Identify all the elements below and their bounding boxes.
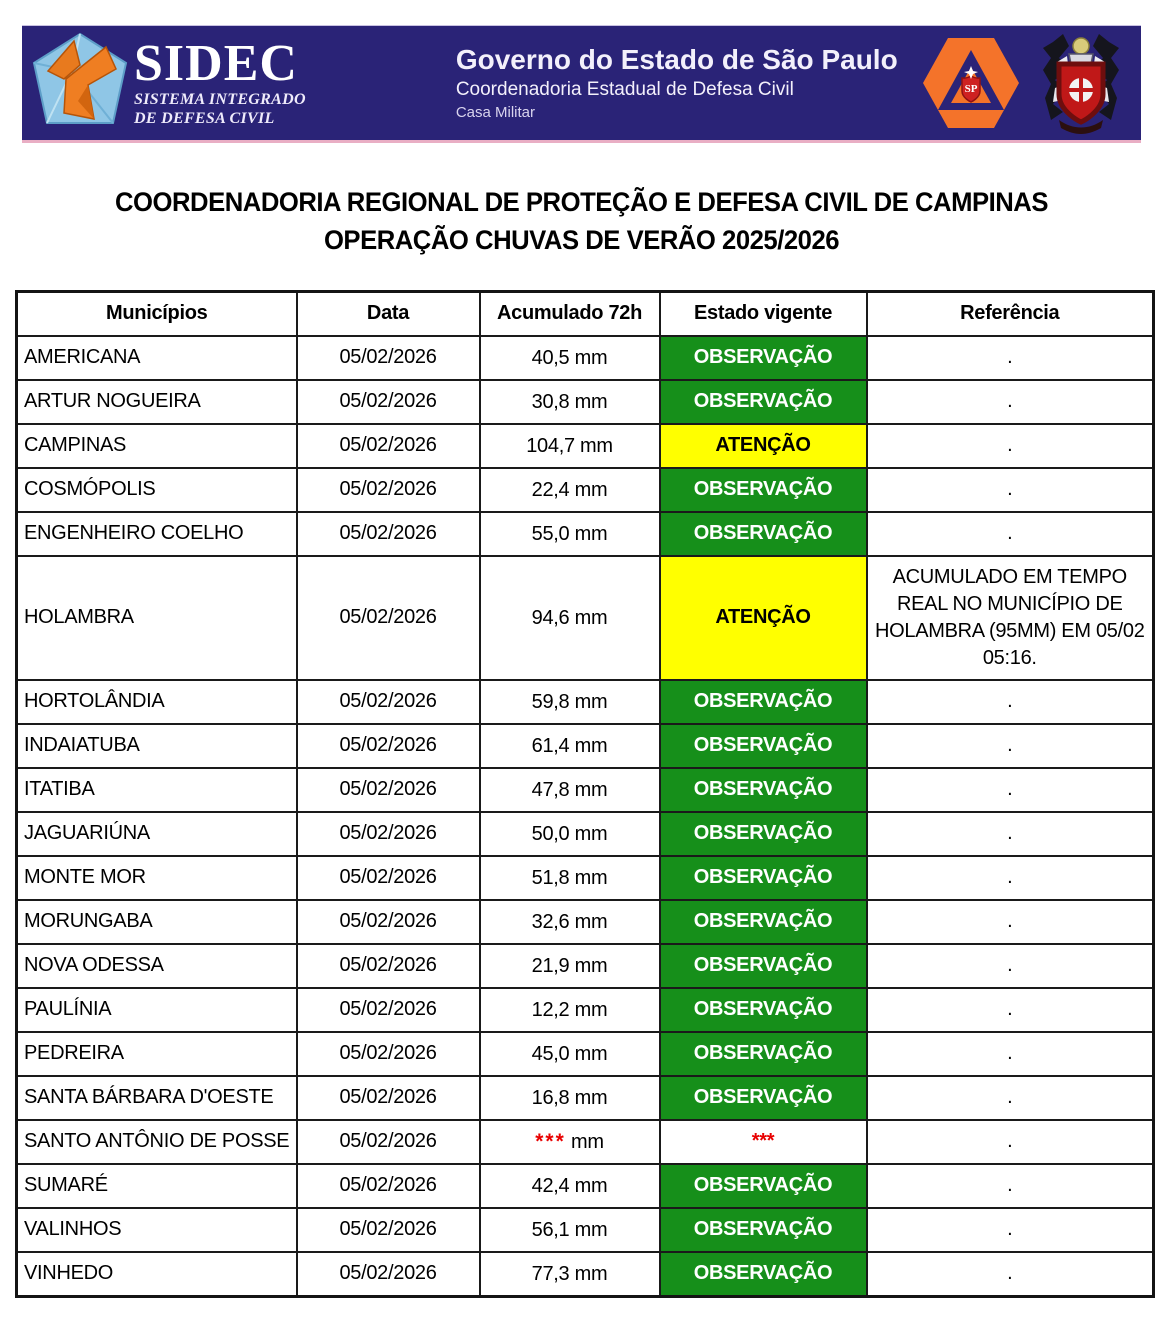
referencia-cell: . [867, 944, 1154, 988]
municipio-cell: SUMARÉ [17, 1164, 297, 1208]
acumulado-cell [480, 988, 660, 1032]
referencia-cell: ACUMULADO EM TEMPO REAL NO MUNICÍPIO DE HOLAMBRA (95MM) EM 05/02 05:16. [867, 556, 1154, 680]
table-header-row [17, 292, 1154, 336]
header-banner [22, 25, 1141, 143]
acumulado-value: mm [565, 1130, 604, 1153]
data-cell: 05/02/2026 [297, 988, 480, 1032]
table-row [17, 1076, 1154, 1120]
table-header [17, 292, 1154, 336]
data-cell: 05/02/2026 [297, 1120, 480, 1164]
header-data: Data [297, 292, 480, 336]
table-row [17, 856, 1154, 900]
sidec-subtitle-1: SISTEMA INTEGRADO [134, 91, 306, 108]
acumulado-value: 42,4 mm [531, 1174, 608, 1197]
estado-vigente-cell: OBSERVAÇÃO [660, 1208, 867, 1252]
government-text-block [456, 43, 898, 123]
referencia-cell: . [867, 380, 1154, 424]
estado-vigente-cell: OBSERVAÇÃO [660, 988, 867, 1032]
acumulado-cell [480, 468, 660, 512]
title-line-1: COORDENADORIA REGIONAL DE PROTEÇÃO E DEFESA CIVIL DE CAMPINAS [115, 187, 1048, 217]
data-cell: 05/02/2026 [297, 468, 480, 512]
estado-vigente-cell: *** [660, 1120, 867, 1164]
referencia-cell: . [867, 336, 1154, 380]
table-row [17, 556, 1154, 680]
acumulado-cell [480, 380, 660, 424]
acumulado-cell [480, 424, 660, 468]
referencia-cell: . [867, 1120, 1154, 1164]
acumulado-cell [480, 556, 660, 680]
acumulado-value: 61,4 mm [531, 734, 608, 757]
acumulado-value: 45,0 mm [531, 1042, 608, 1065]
municipio-cell: PEDREIRA [17, 1032, 297, 1076]
missing-value-marker: *** [535, 1129, 566, 1153]
estado-vigente-cell: OBSERVAÇÃO [660, 468, 867, 512]
referencia-cell: . [867, 1208, 1154, 1252]
municipio-cell: JAGUARIÚNA [17, 812, 297, 856]
municipio-cell: PAULÍNIA [17, 988, 297, 1032]
municipio-cell: AMERICANA [17, 336, 297, 380]
data-cell: 05/02/2026 [297, 812, 480, 856]
banner-logos [921, 28, 1127, 138]
rainfall-table [15, 290, 1155, 1298]
acumulado-value: 12,2 mm [531, 998, 608, 1021]
municipio-cell: VINHEDO [17, 1252, 297, 1297]
municipio-cell: MORUNGABA [17, 900, 297, 944]
table-row [17, 812, 1154, 856]
table-row [17, 424, 1154, 468]
table-row [17, 380, 1154, 424]
acumulado-value: 40,5 mm [531, 346, 608, 369]
government-subtitle: Coordenadoria Estadual de Defesa Civil [455, 79, 794, 100]
header-acumulado: Acumulado 72h [480, 292, 660, 336]
data-cell: 05/02/2026 [297, 1164, 480, 1208]
acumulado-value: 56,1 mm [531, 1218, 608, 1241]
municipio-cell: VALINHOS [17, 1208, 297, 1252]
acumulado-cell [480, 724, 660, 768]
defesa-civil-hexagon-icon [921, 36, 1021, 130]
referencia-cell: . [867, 680, 1154, 724]
header-estado: Estado vigente [660, 292, 867, 336]
acumulado-value: 59,8 mm [531, 690, 608, 713]
government-title: Governo do Estado de São Paulo [455, 44, 898, 75]
data-cell: 05/02/2026 [297, 900, 480, 944]
referencia-cell: . [867, 424, 1154, 468]
referencia-cell: . [867, 1032, 1154, 1076]
table-row [17, 768, 1154, 812]
municipio-cell: INDAIATUBA [17, 724, 297, 768]
data-cell: 05/02/2026 [297, 856, 480, 900]
data-cell: 05/02/2026 [297, 680, 480, 724]
data-cell: 05/02/2026 [297, 768, 480, 812]
acumulado-value: 22,4 mm [531, 478, 608, 501]
sidec-origami-icon [30, 31, 130, 135]
municipio-cell: ARTUR NOGUEIRA [17, 380, 297, 424]
referencia-cell: . [867, 512, 1154, 556]
estado-vigente-cell: OBSERVAÇÃO [660, 336, 867, 380]
header-municipios: Municípios [17, 292, 297, 336]
acumulado-value: 21,9 mm [531, 954, 608, 977]
data-cell: 05/02/2026 [297, 724, 480, 768]
municipio-cell: COSMÓPOLIS [17, 468, 297, 512]
acumulado-value: 77,3 mm [531, 1262, 608, 1285]
table-row [17, 1208, 1154, 1252]
estado-vigente-cell: OBSERVAÇÃO [660, 1164, 867, 1208]
data-cell: 05/02/2026 [297, 512, 480, 556]
municipio-cell: HOLAMBRA [17, 556, 297, 680]
acumulado-value: 55,0 mm [531, 522, 608, 545]
referencia-cell: . [867, 1164, 1154, 1208]
acumulado-value: 50,0 mm [531, 822, 608, 845]
data-cell: 05/02/2026 [297, 1208, 480, 1252]
table-row [17, 468, 1154, 512]
sidec-logo [30, 31, 306, 135]
estado-vigente-cell: OBSERVAÇÃO [660, 812, 867, 856]
estado-vigente-cell: OBSERVAÇÃO [660, 1076, 867, 1120]
referencia-cell: . [867, 724, 1154, 768]
acumulado-cell [480, 1252, 660, 1297]
acumulado-cell [480, 680, 660, 724]
acumulado-cell [480, 856, 660, 900]
referencia-cell: . [867, 768, 1154, 812]
acumulado-cell [480, 1208, 660, 1252]
estado-vigente-cell: OBSERVAÇÃO [660, 724, 867, 768]
municipio-cell: ITATIBA [17, 768, 297, 812]
estado-vigente-cell: OBSERVAÇÃO [660, 900, 867, 944]
acumulado-cell [480, 768, 660, 812]
table-body [17, 336, 1154, 1297]
acumulado-cell [480, 1164, 660, 1208]
acumulado-cell [480, 1032, 660, 1076]
document-title [0, 183, 1163, 259]
municipio-cell: NOVA ODESSA [17, 944, 297, 988]
svg-text:SP: SP [964, 83, 978, 95]
table-row [17, 512, 1154, 556]
acumulado-cell [480, 512, 660, 556]
table-row [17, 988, 1154, 1032]
casa-militar-crest-icon [1035, 28, 1127, 138]
referencia-cell: . [867, 900, 1154, 944]
table-row [17, 1164, 1154, 1208]
estado-vigente-cell: OBSERVAÇÃO [660, 512, 867, 556]
acumulado-cell [480, 336, 660, 380]
referencia-cell: . [867, 468, 1154, 512]
data-cell: 05/02/2026 [297, 1032, 480, 1076]
table-row [17, 336, 1154, 380]
casa-militar-label: Casa Militar [455, 104, 536, 121]
data-cell: 05/02/2026 [297, 1252, 480, 1297]
estado-vigente-cell: ATENÇÃO [660, 556, 867, 680]
acumulado-cell [480, 1120, 660, 1164]
acumulado-cell [480, 900, 660, 944]
estado-vigente-cell: OBSERVAÇÃO [660, 1032, 867, 1076]
referencia-cell: . [867, 1076, 1154, 1120]
acumulado-value: 32,6 mm [531, 910, 608, 933]
data-cell: 05/02/2026 [297, 336, 480, 380]
table-row [17, 900, 1154, 944]
data-cell: 05/02/2026 [297, 424, 480, 468]
data-cell: 05/02/2026 [297, 556, 480, 680]
data-cell: 05/02/2026 [297, 380, 480, 424]
estado-vigente-cell: OBSERVAÇÃO [660, 768, 867, 812]
sidec-text-block [134, 35, 306, 128]
table-row [17, 1252, 1154, 1297]
referencia-cell: . [867, 988, 1154, 1032]
acumulado-value: 30,8 mm [531, 390, 608, 413]
table-row [17, 944, 1154, 988]
municipio-cell: CAMPINAS [17, 424, 297, 468]
table-row [17, 1032, 1154, 1076]
estado-vigente-cell: OBSERVAÇÃO [660, 380, 867, 424]
acumulado-value: 94,6 mm [531, 606, 608, 629]
title-line-2: OPERAÇÃO CHUVAS DE VERÃO 2025/2026 [323, 225, 840, 255]
sidec-acronym: SIDEC [134, 35, 298, 92]
acumulado-cell [480, 812, 660, 856]
header-referencia: Referência [867, 292, 1154, 336]
acumulado-cell [480, 1076, 660, 1120]
estado-vigente-cell: ATENÇÃO [660, 424, 867, 468]
acumulado-cell [480, 944, 660, 988]
referencia-cell: . [867, 856, 1154, 900]
acumulado-value: 104,7 mm [526, 434, 613, 457]
municipio-cell: ENGENHEIRO COELHO [17, 512, 297, 556]
sidec-subtitle-2: DE DEFESA CIVIL [134, 110, 275, 127]
estado-vigente-cell: OBSERVAÇÃO [660, 944, 867, 988]
referencia-cell: . [867, 1252, 1154, 1297]
municipio-cell: SANTA BÁRBARA D'OESTE [17, 1076, 297, 1120]
table-row [17, 724, 1154, 768]
estado-vigente-cell: OBSERVAÇÃO [660, 1252, 867, 1297]
acumulado-value: 16,8 mm [531, 1086, 608, 1109]
referencia-cell: . [867, 812, 1154, 856]
acumulado-value: 47,8 mm [531, 778, 608, 801]
municipio-cell: HORTOLÂNDIA [17, 680, 297, 724]
estado-vigente-cell: OBSERVAÇÃO [660, 856, 867, 900]
municipio-cell: MONTE MOR [17, 856, 297, 900]
table-row [17, 680, 1154, 724]
acumulado-value: 51,8 mm [531, 866, 608, 889]
data-cell: 05/02/2026 [297, 944, 480, 988]
table-row [17, 1120, 1154, 1164]
estado-vigente-cell: OBSERVAÇÃO [660, 680, 867, 724]
data-cell: 05/02/2026 [297, 1076, 480, 1120]
municipio-cell: SANTO ANTÔNIO DE POSSE [17, 1120, 297, 1164]
